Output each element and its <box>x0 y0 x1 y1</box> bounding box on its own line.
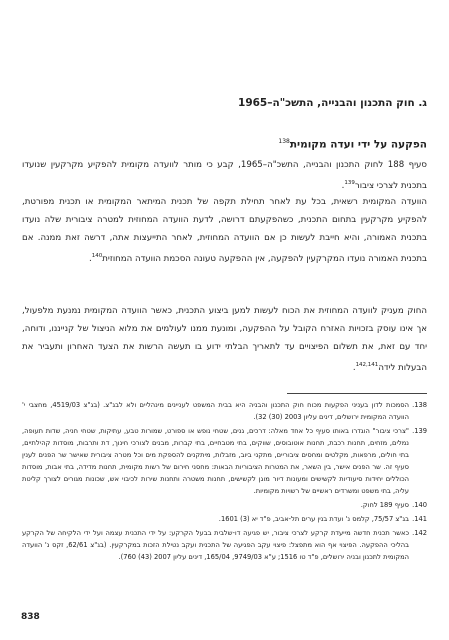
section-title: ג. חוק התכנון והבנייה, התשכ"ה–1965 <box>238 97 427 109</box>
footnotes-section <box>22 399 427 565</box>
paragraph-2 <box>22 193 427 268</box>
paragraph-1-footnote-ref[interactable]: 139 <box>344 180 355 186</box>
footnote-number: 141. <box>412 515 427 523</box>
paragraph-2-tail: . <box>89 253 92 264</box>
paragraph-2-text: הוועדה המקומית רשאית, בכל עת לאחר תחילת תקפה של תכנית המיתאר המקומית או תכנית מפורטת, להפקיע מקרקעין בתחום התכנית, כשהפקעתם דרושה, לדעת הוועדה המחוזית למטרה ציבורית שלה נועדו בתכנית האמורה, והיא חייבת לעשות כן אם הוועדה המחוזית, לאחר התייעצות אתה, דרשה זאת ממנה. אם בתכנית האמורה נועדו המקרקעין להפקעה, אין ההפקעה טעונה הסכמת הוועדה המחוזית <box>22 197 427 264</box>
footnote-item <box>22 499 427 511</box>
footnote-text: "צרכי ציבור" הוגדרו באותו סעיף כל אחד מאלה: דרכים, גנים, שטחי נופש או ספורט, שמורות טבע, עתיקות, שטחי חניה, שדות תעופה, נמלים, מזחים, תחנות רכבת, תחנות אוטובוסים, שווקים, בתי מטבחיים, בתי קברות, מבנים לצורכי חינוך, דת ותרבות, מוסדות קהילתיים, בתי חולים, מרפאות, מקלטים ומחסים ציבוריים, מתקני ביוב, מזבלות, מיתקנים להספקת מים וכל מטרה ציבורית שאישר שר הפנים לענין סעיף זה. שר הפנים אישר, בין השאר, את המטרות הציבוריות הבאות: מחסני חירום של רשות מקומית, תחנות מדידה, בתי אבות, מוסדות הכוללים יחידות סיעודיות לקשישים ומעונות דיור מוגן לקשישים, תחנות משטרה ותחנות שירות לכיבוי אש, שכונות מגורים לצורך קליטת עליה, בתי משפט ומשרדים ראשיים של רשויות מקומיות. <box>22 427 409 495</box>
paragraph-3-text: החוק מעניק לוועדה המחוזית את הכוח לעשות למען ביצוע התכנית, כאשר הוועדה המקומית נמנעת מלפעול, אך אינו עוסק בזכויות האזרח הקובל על ההפקעה, ומונעת ממנו לעולמים את מלוא הניצול של קנייננו, ודוחה, יחד עם זאת, את תשלום הפיצויים עד לתאריך הבלתי ידוע בו תעשה הרשות את הצעד האחרון ותעביר את הבעלות לידה <box>22 306 427 373</box>
footnote-number: 138. <box>412 401 427 409</box>
paragraph-3 <box>22 302 427 377</box>
paragraph-1-text: סעיף 188 לחוק התכנון והבנייה, התשכ"ה–1965, קבע כי מותר לוועדה מקומית להפקיע מקרקעין שנועדו בתכנית לצרכי ציבור <box>22 160 427 191</box>
footnote-number: 142. <box>412 529 427 537</box>
footnote-text: כאשר תכנית חדשה מייעדת קרקע לצרכי ציבור, יש פגיעה דו-שלבית בבעל הקרקע: על ידי התכנית עצמה ועל ידי הלקיחה של הקרקע בהליכי ההפקעה. הפיצוי אף הוא מתפצל: פיצוי עקב הפגיעה של התכנית ועקב נטילת הזכות במקרקעין. (בג"צ 62/61, זקס נ' הוועדה המקומית לתכנון ובניה ירושלים, פ"ד טו 1516; ע"א 9749/03, 165/04, דינים עליון 2007 (43) 760). <box>22 529 410 561</box>
footnote-item <box>22 399 427 423</box>
footnote-item <box>22 425 427 497</box>
paragraph-3-tail: . <box>352 362 356 373</box>
page-number: 838 <box>21 612 40 622</box>
footnote-text: הסמכות לדון בעניני הפקעות מכוח חוק התכנון והבניה היא בבית המשפט לעניינים מינהליים ולא לבג"צ. (בג"צ 4519/03, מחצבי י' הוועדה המקומית ירושלים, דינים עליון 2003 (30) 32). <box>22 401 410 421</box>
footnote-separator <box>287 393 427 394</box>
footnote-number: 140. <box>412 501 427 509</box>
footnote-text: בג"צ 75/57, קלמס נ' ועדת בנין ערים תל-אביב, פ"ד יא (3) 1601. <box>218 515 409 523</box>
subsection-title-text: הפקעה על ידי ועדה מקומית <box>289 138 427 151</box>
subsection-title <box>22 138 427 151</box>
footnote-item <box>22 513 427 525</box>
subsection-footnote-ref[interactable]: 138 <box>278 138 290 145</box>
paragraph-2-footnote-ref[interactable]: 140 <box>91 253 103 259</box>
paragraph-1 <box>22 156 427 195</box>
footnote-number: 139. <box>412 427 427 435</box>
footnote-item <box>22 527 427 563</box>
paragraph-3-footnote-ref[interactable]: 142,141 <box>355 362 379 368</box>
paragraph-1-tail: . <box>341 180 345 191</box>
footnote-text: סעיף 189 לחוק. <box>360 501 409 509</box>
